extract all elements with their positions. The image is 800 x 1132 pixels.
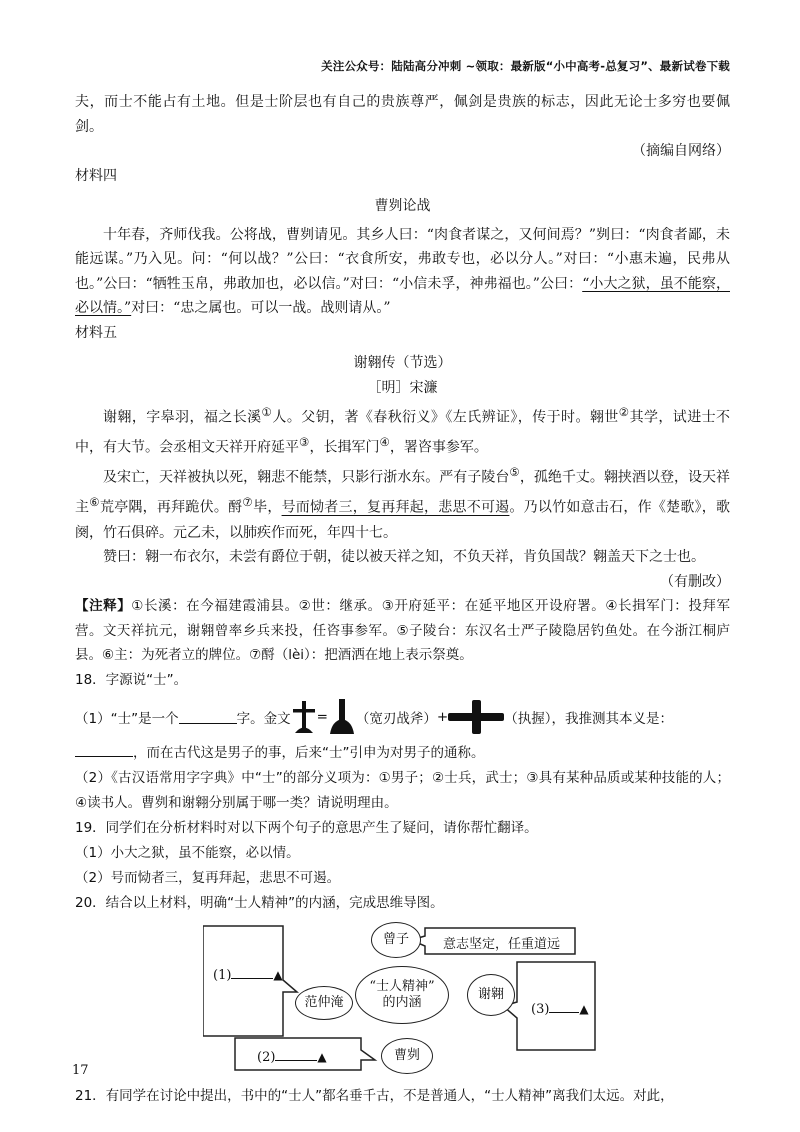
material5-source: （有删改） (660, 573, 730, 590)
oval-xieao: 谢翱 (467, 974, 515, 1016)
top-source: （摘编自网络） (632, 143, 730, 159)
document-body (75, 90, 730, 1109)
underlined-sentence-2: 号而恸者三，复再拜起，悲思不可遏 (281, 500, 510, 517)
blank-1[interactable]: (1) ▲ (213, 964, 283, 983)
material5-title: 谢翱传（节选） (353, 355, 452, 371)
top-paragraph: 夫，而士不能占有土地。但是士阶层也有自己的贵族尊严，佩剑是贵族的标志，因此无论士多穷也要佩剑。 (75, 94, 730, 135)
mind-map-diagram (203, 920, 623, 1078)
blank-line-2[interactable] (275, 1046, 317, 1061)
oval-caogui: 曹刿 (381, 1038, 433, 1074)
q18-part2: （2）《古汉语常用字字典》中“士”的部分义项为：①男子；②士兵，武士；③具有某种品质或某种技能的人；④读书人。曹刿和谢翱分别属于哪一类？请说明理由。 (75, 769, 730, 811)
question-20 (75, 891, 730, 916)
question-18 (75, 668, 730, 816)
triangle-marker-3: ▲ (579, 1001, 589, 1016)
answer-blank-2[interactable] (75, 742, 133, 757)
page-number: 17 (72, 1063, 89, 1078)
material5-p2: 及宋亡，天祥被执以死，翱悲不能禁，只影行浙水东。严有子陵台⑤，孤绝千丈。翱挟酒以登，设天祥主⑥荒亭隅，再拜跪伏。酹⑦毕，号而恸者三，复再拜起，悲思不可遏。乃以竹如意击石，作《楚歌》，歌阕，竹石俱碎。元乙未，以肺疾作而死，年四十七。 (75, 465, 731, 541)
q18-part1-cont: ，而在古代这是男子的事，后来“士”引申为对男子的通称。 (75, 741, 730, 766)
q20-stem: 20．结合以上材料，明确“士人精神”的内涵，完成思维导图。 (75, 894, 444, 911)
q19-s1: （1）小大之狱，虽不能察，必以情。 (75, 844, 300, 861)
triangle-marker-1: ▲ (273, 967, 283, 982)
q18-stem: 18．字源说“士”。 (75, 671, 188, 688)
q18-part1-row: （1）“士”是一个 字。金文 = （宽刃战斧） + （执握），我推测其本义是： (75, 693, 730, 741)
material5-author: ［明］宋濂 (367, 379, 438, 396)
question-19 (75, 816, 730, 891)
material5-p1: 谢翱，字皋羽，福之长溪①人。父钥，著《春秋衍义》《左氏辨证》，传于时。翱世②其学，试进士不中，有大节。会丞相文天祥开府延平③，长揖军门④，署咨事参军。 (75, 405, 731, 456)
blank-line-1[interactable] (231, 964, 273, 979)
hand-grip-glyph-icon (448, 700, 504, 734)
page-header: 关注公众号：陆陆高分冲刺 ~领取：最新版“小中高考-总复习”、最新试卷下载 (321, 59, 730, 73)
material4-text: 十年春，齐师伐我。公将战，曹刿请见。其乡人曰：“肉食者谋之，又何间焉？”刿曰：“肉食者鄙，未能远谋。”乃入见。问：“何以战？”公曰：“衣食所安，弗敢专也，必以分人。”对曰：“小惠未遍，民弗从也。”公曰：“牺牲玉帛，弗敢加也，必以信。”对曰：“小信未孚，神弗福也。”公曰：“小大之狱，虽不能察，必以情。”对曰：“忠之属也。可以一战。战则请从。” (75, 226, 730, 316)
q19-stem: 19．同学们在分析材料时对以下两个句子的意思产生了疑问，请你帮忙翻译。 (75, 819, 538, 836)
material5-label: 材料五 (75, 324, 117, 341)
answer-blank[interactable] (179, 709, 237, 724)
blank-2[interactable]: (2) ▲ (257, 1046, 327, 1065)
material4-title: 曹刿论战 (374, 198, 431, 214)
q19-s2: （2）号而恸者三，复再拜起，悲思不可遏。 (75, 869, 341, 886)
bronze-script-shi-icon (291, 700, 317, 734)
oval-zengzi: 曾子 (371, 922, 421, 958)
notes: 【注释】①长溪：在今福建霞浦县。②世：继承。③开府延平：在延平地区开设府署。④长揖军门：投拜军营。文天祥抗元，谢翱曾率乡兵来投，任咨事参军。⑤子陵台：东汉名士严子陵隐居钓鱼处。在今浙江桐庐县。⑥主：为死者立的牌位。⑦酹（lèi）：把酒洒在地上表示祭奠。 (75, 598, 731, 664)
underlined-sentence: “小大之狱，虽不能察，必以情。” (75, 275, 730, 316)
oval-fanzhongyan: 范仲淹 (295, 986, 353, 1020)
zengzi-text: 意志坚定，任重道远 (443, 936, 561, 952)
broad-axe-glyph-icon (328, 699, 356, 735)
blank-line-3[interactable] (549, 998, 579, 1013)
q21-stem: 21．有同学在讨论中提出，书中的“士人”都名垂千古，不是普通人，“士人精神”离我们太远。对此， (75, 1087, 674, 1104)
question-21 (75, 1084, 730, 1109)
material4-label: 材料四 (75, 167, 117, 184)
material5-p3: 赞曰：翱一布衣尔，未尝有爵位于朝，徒以被天祥之知，不负天祥，肯负国哉？翱盖天下之士也。 (103, 549, 705, 566)
triangle-marker-2: ▲ (317, 1049, 327, 1064)
blank-3[interactable]: (3) ▲ (531, 998, 589, 1017)
oval-center: “士人精神” 的内涵 (355, 966, 449, 1024)
